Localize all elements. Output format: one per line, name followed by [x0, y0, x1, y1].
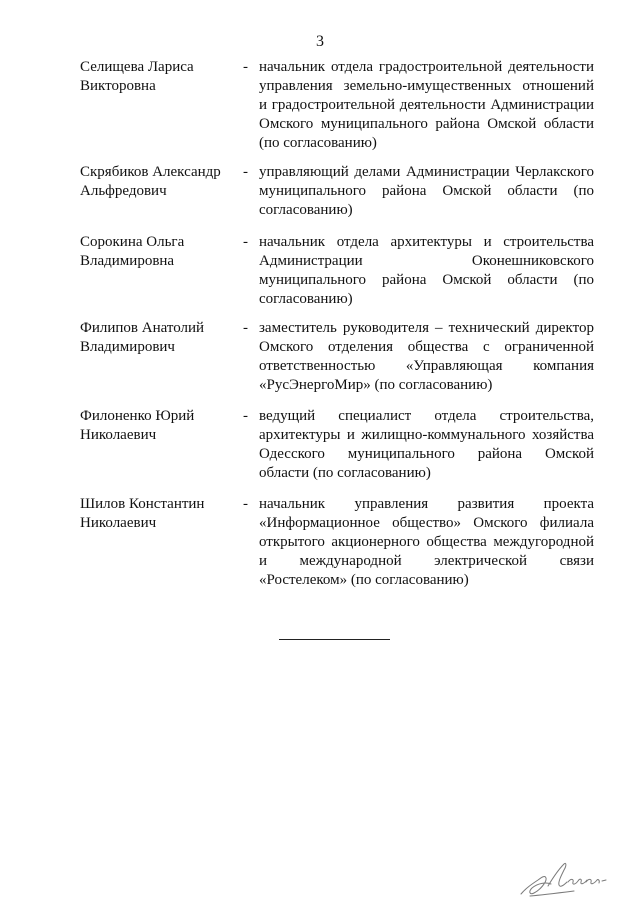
position-description: [259, 407, 594, 483]
name-line: Владимирович: [80, 339, 175, 355]
separator-dash: -: [243, 496, 248, 512]
position-description: [259, 319, 594, 395]
separator-dash: -: [243, 59, 248, 75]
description-line: «РусЭнергоМир» (по согласованию): [259, 377, 493, 393]
name-line: Викторовна: [80, 78, 156, 94]
position-description: [259, 495, 594, 590]
separator-dash: -: [243, 408, 248, 424]
name-line: Селищева Лариса: [80, 59, 194, 75]
description-line: ведущий специалист отдела строительства,: [259, 408, 594, 424]
description-line: согласованию): [259, 202, 353, 218]
position-description: [259, 163, 594, 220]
description-line: Администрации Оконешниковского: [259, 253, 594, 269]
description-line: начальник отдела градостроительной деятельности: [259, 59, 594, 75]
name-line: Шилов Константин: [80, 496, 205, 512]
description-line: ответственностью «Управляющая компания: [259, 358, 594, 374]
description-line: и международной электрической связи: [259, 553, 594, 569]
description-line: «Информационное общество» Омского филиала: [259, 515, 594, 531]
handwritten-signature: [518, 858, 610, 900]
description-line: архитектуры и жилищно-коммунального хозяйства: [259, 427, 594, 443]
name-line: Филипов Анатолий: [80, 320, 205, 336]
description-line: муниципального района Омской области (по: [259, 183, 594, 199]
description-line: заместитель руководителя – технический директор: [259, 320, 594, 336]
person-name: [80, 233, 230, 271]
name-line: Филоненко Юрий: [80, 408, 195, 424]
description-line: начальник управления развития проекта: [259, 496, 594, 512]
description-line: Омского муниципального района Омской области: [259, 116, 594, 132]
description-line: и градостроительной деятельности Администрации: [259, 97, 594, 113]
person-name: [80, 163, 230, 201]
closing-rule: [279, 639, 390, 640]
name-line: Альфредович: [80, 183, 167, 199]
description-line: (по согласованию): [259, 135, 377, 151]
person-name: [80, 58, 230, 96]
person-name: [80, 407, 230, 445]
description-line: управляющий делами Администрации Черлакского: [259, 164, 594, 180]
description-line: согласованию): [259, 291, 353, 307]
description-line: области (по согласованию): [259, 465, 431, 481]
description-line: «Ростелеком» (по согласованию): [259, 572, 469, 588]
description-line: муниципального района Омской области (по: [259, 272, 594, 288]
person-name: [80, 495, 230, 533]
separator-dash: -: [243, 234, 248, 250]
position-description: [259, 233, 594, 309]
name-line: Николаевич: [80, 427, 157, 443]
page-number: 3: [316, 33, 324, 50]
description-line: Одесского муниципального района Омской: [259, 446, 594, 462]
person-name: [80, 319, 230, 357]
description-line: Омского отделения общества с ограниченной: [259, 339, 594, 355]
separator-dash: -: [243, 320, 248, 336]
position-description: [259, 58, 594, 153]
name-line: Сорокина Ольга: [80, 234, 185, 250]
description-line: открытого акционерного общества междугородной: [259, 534, 594, 550]
description-line: начальник отдела архитектуры и строительства: [259, 234, 594, 250]
separator-dash: -: [243, 164, 248, 180]
name-line: Скрябиков Александр: [80, 164, 221, 180]
description-line: управления земельно-имущественных отношений: [259, 78, 594, 94]
name-line: Владимировна: [80, 253, 175, 269]
name-line: Николаевич: [80, 515, 157, 531]
